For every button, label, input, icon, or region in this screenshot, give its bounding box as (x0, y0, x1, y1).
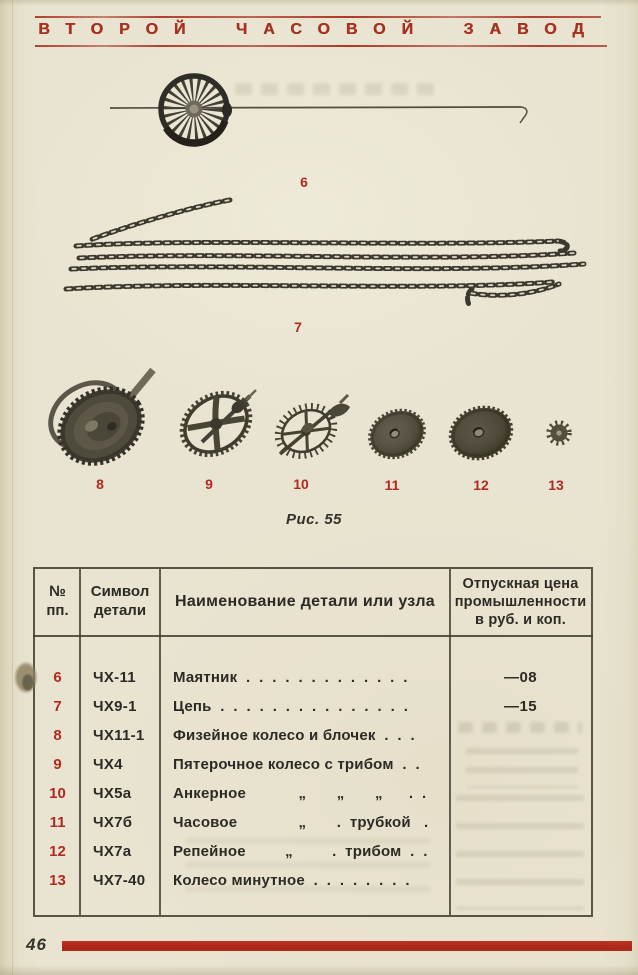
row-symbol: ЧХ11-1 (93, 727, 145, 744)
table-row (35, 837, 591, 866)
row-symbol: ЧХ7б (93, 814, 133, 831)
price-table (33, 567, 593, 917)
row-symbol: ЧХ5а (93, 785, 132, 802)
chain-drawing (66, 200, 584, 306)
header-symbol: Символ детали (90, 583, 150, 619)
table-header-row (35, 569, 591, 635)
table-row (35, 866, 591, 895)
page-edge-bottom (0, 965, 638, 975)
row-num: 13 (49, 872, 66, 889)
gear-12-drawing (444, 400, 517, 465)
row-symbol: ЧХ4 (93, 756, 123, 773)
part-label-10: 10 (293, 476, 309, 492)
part-label-6: 6 (300, 174, 308, 190)
table-row (35, 779, 591, 808)
figure-caption: Рис. 55 (285, 511, 343, 528)
row-symbol: ЧХ-11 (93, 669, 136, 686)
header-price: Отпускная цена промышленности в руб. и коп. (454, 575, 587, 629)
row-num: 10 (49, 785, 66, 802)
factory-title: ВТОРОЙ ЧАСОВОЙ ЗАВОД (38, 21, 600, 38)
gear-13-drawing (549, 423, 569, 443)
table-row (35, 692, 591, 721)
table-row (35, 750, 591, 779)
gear-9-drawing (171, 381, 262, 467)
row-num: 6 (53, 669, 62, 686)
row-name: Физейное колесо и блочек . . . (173, 727, 415, 744)
header-num: № пп. (46, 583, 69, 619)
part-label-12: 12 (473, 477, 489, 493)
row-name: Цепь . . . . . . . . . . . . . . . (173, 698, 409, 715)
table-body (35, 637, 591, 895)
row-name: Анкерное „ „ „ . . (173, 785, 427, 802)
part-label-9: 9 (205, 476, 213, 492)
row-name: Маятник . . . . . . . . . . . . . (173, 669, 408, 686)
row-num: 11 (49, 814, 66, 831)
header-name: Наименование детали или узла (174, 593, 436, 610)
row-price: —15 (504, 698, 537, 715)
table-row (35, 663, 591, 692)
gear-11-drawing (363, 403, 431, 466)
row-symbol: ЧХ7а (93, 843, 132, 860)
row-symbol: ЧХ7-40 (93, 872, 146, 889)
row-name: Репейное „ . трибом . . (173, 843, 428, 860)
row-num: 7 (53, 698, 62, 715)
table-row (35, 808, 591, 837)
row-symbol: ЧХ9-1 (93, 698, 137, 715)
gear-10-drawing (270, 395, 350, 465)
row-num: 8 (53, 727, 62, 744)
part-label-13: 13 (548, 477, 564, 493)
part-label-8: 8 (96, 476, 104, 492)
page-number: 46 (26, 935, 47, 954)
row-price: —08 (504, 669, 537, 686)
row-num: 9 (53, 756, 62, 773)
row-name: Пятерочное колесо с трибом . . (173, 756, 420, 773)
row-name: Часовое „ . трубкой . (173, 814, 429, 831)
row-name: Колесо минутное . . . . . . . . (173, 872, 410, 889)
table-row (35, 721, 591, 750)
row-num: 12 (49, 843, 66, 860)
pendulum-drawing (110, 76, 527, 143)
chain-link-highlights (66, 200, 584, 295)
part-label-11: 11 (384, 477, 400, 493)
gear-8-drawing (38, 364, 155, 478)
footer-rule (62, 941, 632, 951)
part-label-7: 7 (294, 319, 302, 335)
